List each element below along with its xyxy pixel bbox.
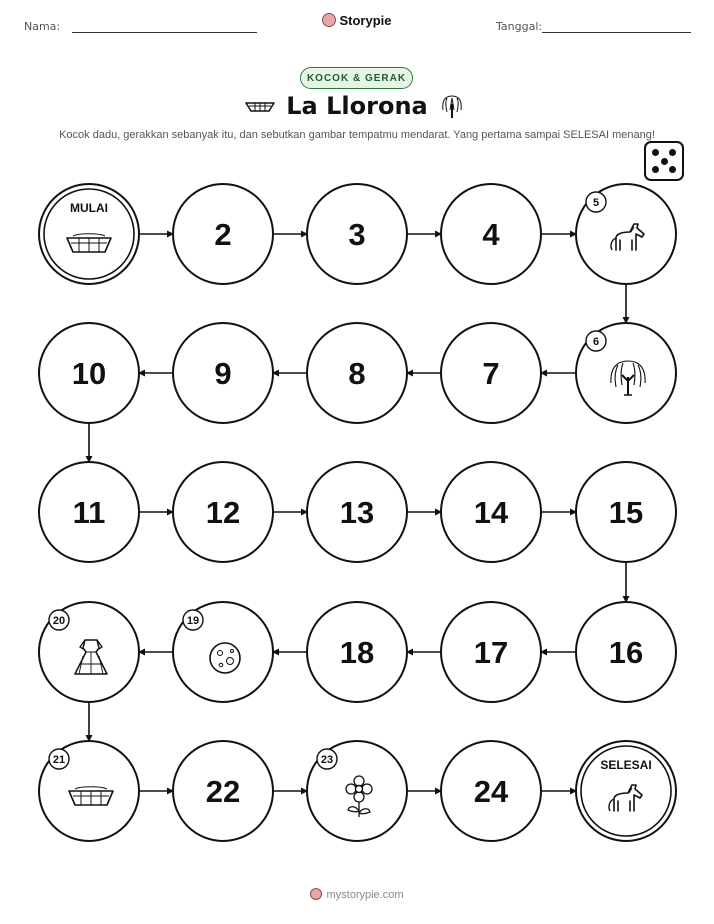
space-number: 3 bbox=[348, 217, 366, 252]
board-space-25 bbox=[576, 741, 676, 841]
board-space-12 bbox=[173, 462, 273, 562]
board-space-23 bbox=[307, 741, 407, 841]
board-space-8 bbox=[307, 323, 407, 423]
board-space-3 bbox=[307, 184, 407, 284]
board-space-11 bbox=[39, 462, 139, 562]
space-number: 12 bbox=[205, 495, 241, 530]
space-number: 23 bbox=[320, 754, 334, 766]
board-space-13 bbox=[307, 462, 407, 562]
space-number: 11 bbox=[72, 495, 106, 530]
page-title: La Llorona bbox=[286, 92, 428, 120]
space-number: 13 bbox=[339, 495, 375, 530]
space-number: 19 bbox=[186, 615, 200, 627]
start-label: MULAI bbox=[70, 201, 108, 215]
board-space-6 bbox=[576, 323, 676, 423]
space-number: 21 bbox=[52, 754, 66, 766]
space-number: 22 bbox=[205, 774, 241, 809]
board-space-2 bbox=[173, 184, 273, 284]
space-number: 8 bbox=[348, 356, 366, 391]
space-number: 14 bbox=[473, 495, 509, 530]
finish-label: SELESAI bbox=[600, 758, 652, 772]
space-number: 24 bbox=[473, 774, 509, 809]
board-space-15 bbox=[576, 462, 676, 562]
space-number: 15 bbox=[608, 495, 644, 530]
space-number: 18 bbox=[339, 635, 375, 670]
board-space-14 bbox=[441, 462, 541, 562]
name-label: Nama: bbox=[24, 20, 61, 33]
board-space-10 bbox=[39, 323, 139, 423]
activity-badge: KOCOK & GERAK bbox=[300, 67, 413, 89]
moon-icon bbox=[210, 643, 240, 673]
board-space-22 bbox=[173, 741, 273, 841]
space-circle bbox=[576, 741, 676, 841]
board-space-9 bbox=[173, 323, 273, 423]
space-number: 7 bbox=[482, 356, 500, 391]
footer bbox=[0, 888, 714, 901]
board-space-19 bbox=[173, 602, 273, 702]
space-number: 5 bbox=[592, 197, 600, 209]
brand-name: Storypie bbox=[339, 13, 392, 28]
board-space-21 bbox=[39, 741, 139, 841]
board-space-24 bbox=[441, 741, 541, 841]
board-space-7 bbox=[441, 323, 541, 423]
board-space-16 bbox=[576, 602, 676, 702]
space-number: 6 bbox=[592, 336, 600, 348]
board-space-1 bbox=[39, 184, 139, 284]
instructions: Kocok dadu, gerakkan sebanyak itu, dan sebutkan gambar tempatmu mendarat. Yang pertama sampai SELESAI menang! bbox=[59, 129, 655, 141]
space-number: 4 bbox=[482, 217, 500, 252]
storypie-logo-icon bbox=[310, 888, 322, 900]
space-number: 20 bbox=[52, 615, 66, 627]
space-number: 2 bbox=[214, 217, 232, 252]
board-space-20 bbox=[39, 602, 139, 702]
space-number: 9 bbox=[214, 356, 232, 391]
board-space-18 bbox=[307, 602, 407, 702]
space-number: 10 bbox=[71, 356, 107, 391]
space-number: 17 bbox=[473, 635, 509, 670]
footer-url: mystorypie.com bbox=[326, 889, 404, 901]
board-space-17 bbox=[441, 602, 541, 702]
date-label: Tanggal: bbox=[496, 20, 543, 33]
board-space-4 bbox=[441, 184, 541, 284]
space-number: 16 bbox=[608, 635, 644, 670]
board-space-5 bbox=[576, 184, 676, 284]
